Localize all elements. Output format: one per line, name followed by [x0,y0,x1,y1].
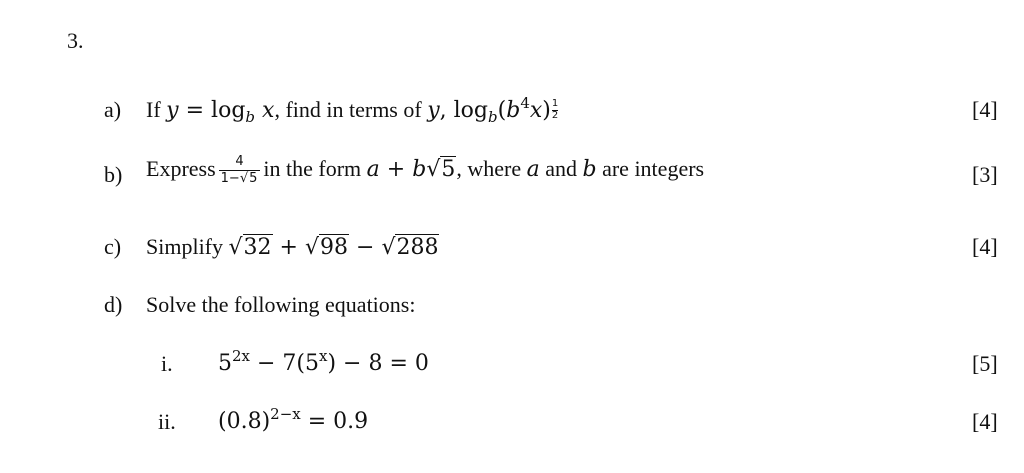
part-c-text [146,234,439,260]
part-b-end: are integers [602,155,705,181]
part-b-fraction: $\frac{4}{1-√5}$ [219,155,261,187]
part-b-text [146,155,704,187]
part-d-label: d) [104,292,123,317]
part-d-ii-label: ii. [158,409,176,434]
part-b-tail: , where [456,155,522,181]
part-a-prefix: If [146,97,161,122]
part-d-i-label: i. [161,351,173,376]
part-b-form: a + b√5 [366,156,456,182]
part-b-var-a: a [526,156,540,182]
part-b-mark: [3] [972,162,998,187]
part-a-mid: , find in terms of [274,97,422,122]
part-b-and: and [545,155,577,181]
part-a-mark: [4] [972,97,998,122]
part-c-prefix: Simplify [146,234,224,259]
part-c-label: c) [104,234,122,259]
part-a-expression: y, $\log_b(b^4x)$ $\frac{1}{2}$ [427,94,559,126]
question-number: 3. [67,28,84,53]
part-d-i-mark: [5] [972,351,998,376]
part-a-definition: $y = \log_b x$ [166,98,275,126]
part-d-ii-equation: $(0.8)^{2-x} = 0.9$ [218,405,369,434]
part-d-text: Solve the following equations: [146,292,416,317]
part-b-label: b) [104,162,123,187]
part-b-prefix: Express [146,155,216,181]
part-b-mid: in the form [263,155,362,181]
part-c-expression: √32 + √98 − √288 [228,235,439,260]
part-b-var-b: b [582,156,597,182]
part-c-mark: [4] [972,234,998,259]
part-a-label: a) [104,97,122,122]
part-d-ii-mark: [4] [972,409,998,434]
part-a-text [146,94,559,126]
part-d-i-equation: $5^{2x} - 7(5^x) - 8 = 0$ [218,347,429,376]
